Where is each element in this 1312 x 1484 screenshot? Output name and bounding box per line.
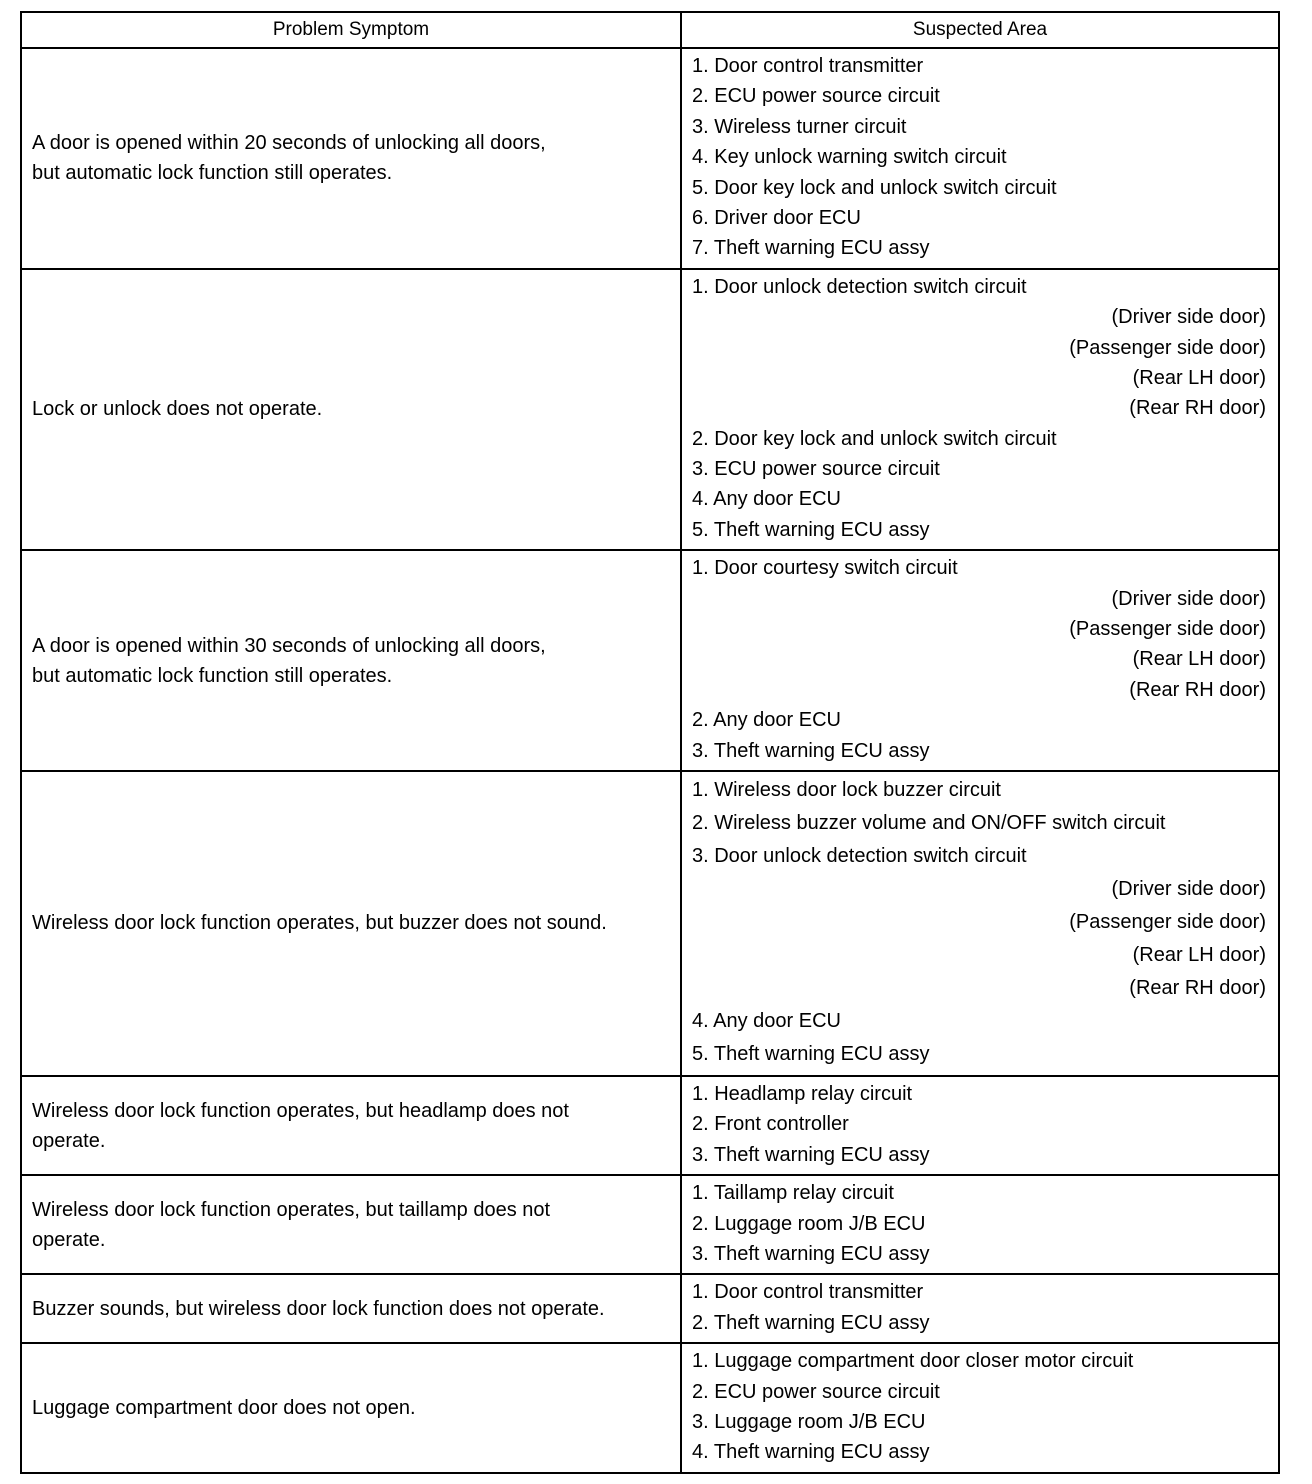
suspected-area-subitem: (Passenger side door) [1069,336,1266,359]
suspected-area-item: 5. Theft warning ECU assy [692,518,930,541]
suspected-area-item: 6. Driver door ECU [692,206,861,229]
problem-symptom-cell [21,550,681,771]
table-row [21,1175,1279,1274]
suspected-area-subitem: (Passenger side door) [1069,910,1266,933]
suspected-area-item: 4. Any door ECU [692,1009,841,1032]
symptom-text-line: Wireless door lock function operates, but taillamp does not [32,1198,551,1221]
suspected-area-subitem: (Rear LH door) [1132,943,1266,966]
table-row [21,1274,1279,1343]
table-row [21,771,1279,1076]
symptom-text-line: Wireless door lock function operates, but headlamp does not [32,1099,569,1122]
suspected-area-item: 2. ECU power source circuit [692,85,940,108]
troubleshooting-document [20,11,1278,1474]
problem-symptom-cell [21,1175,681,1274]
suspected-area-item: 2. Wireless buzzer volume and ON/OFF switch circuit [692,811,1166,834]
suspected-area-subitem: (Passenger side door) [1069,618,1266,641]
suspected-area-item: 1. Taillamp relay circuit [692,1182,894,1205]
table-row [21,1343,1279,1473]
problem-symptom-cell [21,1343,681,1473]
suspected-area-item: 4. Any door ECU [692,488,841,511]
table-row [21,48,1279,269]
symptom-table [20,11,1280,1474]
suspected-area-subitem: (Rear RH door) [1129,678,1266,701]
problem-symptom-cell [21,1274,681,1343]
table-body [21,48,1279,1473]
suspected-area-item: 4. Key unlock warning switch circuit [692,146,1007,169]
suspected-area-item: 2. Theft warning ECU assy [692,1311,930,1334]
symptom-text-line: Luggage compartment door does not open. [32,1396,416,1419]
suspected-area-item: 2. Any door ECU [692,709,841,732]
symptom-text-line: A door is opened within 30 seconds of unlocking all doors, [32,634,546,657]
symptom-text-line: Buzzer sounds, but wireless door lock function does not operate. [32,1297,605,1320]
problem-symptom-cell [21,48,681,269]
suspected-area-item: 4. Theft warning ECU assy [692,1441,930,1464]
suspected-area-subitem: (Driver side door) [1111,587,1266,610]
suspected-area-item: 3. Door unlock detection switch circuit [692,844,1027,867]
suspected-area-item: 3. ECU power source circuit [692,458,940,481]
symptom-text-line: operate. [32,1228,106,1251]
symptom-text-line: but automatic lock function still operates. [32,162,393,185]
suspected-area-subitem: (Rear LH door) [1132,366,1266,389]
problem-symptom-cell [21,771,681,1076]
suspected-area-subitem: (Rear LH door) [1132,648,1266,671]
header-problem-symptom: Problem Symptom [21,12,681,48]
suspected-area-item: 2. ECU power source circuit [692,1380,940,1403]
suspected-area-cell [681,269,1279,551]
suspected-area-item: 2. Luggage room J/B ECU [692,1212,926,1235]
suspected-area-item: 3. Wireless turner circuit [692,115,907,138]
symptom-text-line: but automatic lock function still operates. [32,664,393,687]
suspected-area-cell [681,550,1279,771]
suspected-area-subitem: (Driver side door) [1111,306,1266,329]
suspected-area-item: 3. Theft warning ECU assy [692,1143,930,1166]
header-suspected-area: Suspected Area [681,12,1279,48]
table-row [21,269,1279,551]
problem-symptom-cell [21,1076,681,1175]
symptom-text-line: Wireless door lock function operates, but buzzer does not sound. [32,912,607,935]
suspected-area-cell [681,1076,1279,1175]
suspected-area-item: 2. Front controller [692,1113,849,1136]
suspected-area-item: 1. Luggage compartment door closer motor circuit [692,1350,1134,1373]
suspected-area-item: 1. Door courtesy switch circuit [692,557,958,580]
symptom-text-line: operate. [32,1129,106,1152]
suspected-area-subitem: (Rear RH door) [1129,397,1266,420]
suspected-area-cell [681,1175,1279,1274]
suspected-area-cell [681,48,1279,269]
suspected-area-item: 5. Theft warning ECU assy [692,1042,930,1065]
suspected-area-item: 1. Headlamp relay circuit [692,1082,913,1105]
suspected-area-item: 3. Theft warning ECU assy [692,739,930,762]
suspected-area-item: 1. Door unlock detection switch circuit [692,275,1027,298]
suspected-area-cell [681,771,1279,1076]
table-row [21,550,1279,771]
suspected-area-item: 3. Theft warning ECU assy [692,1242,930,1265]
table-row [21,1076,1279,1175]
suspected-area-item: 3. Luggage room J/B ECU [692,1410,926,1433]
suspected-area-item: 5. Door key lock and unlock switch circuit [692,176,1057,199]
suspected-area-item: 2. Door key lock and unlock switch circuit [692,427,1057,450]
suspected-area-cell [681,1274,1279,1343]
suspected-area-item: 7. Theft warning ECU assy [692,237,930,260]
suspected-area-subitem: (Rear RH door) [1129,976,1266,999]
symptom-text-line: Lock or unlock does not operate. [32,398,323,421]
suspected-area-subitem: (Driver side door) [1111,877,1266,900]
problem-symptom-cell [21,269,681,551]
suspected-area-item: 1. Wireless door lock buzzer circuit [692,778,1001,801]
table-header-row [21,12,1279,48]
suspected-area-item: 1. Door control transmitter [692,1281,924,1304]
symptom-text-line: A door is opened within 20 seconds of unlocking all doors, [32,132,546,155]
suspected-area-item: 1. Door control transmitter [692,55,924,77]
suspected-area-cell [681,1343,1279,1473]
